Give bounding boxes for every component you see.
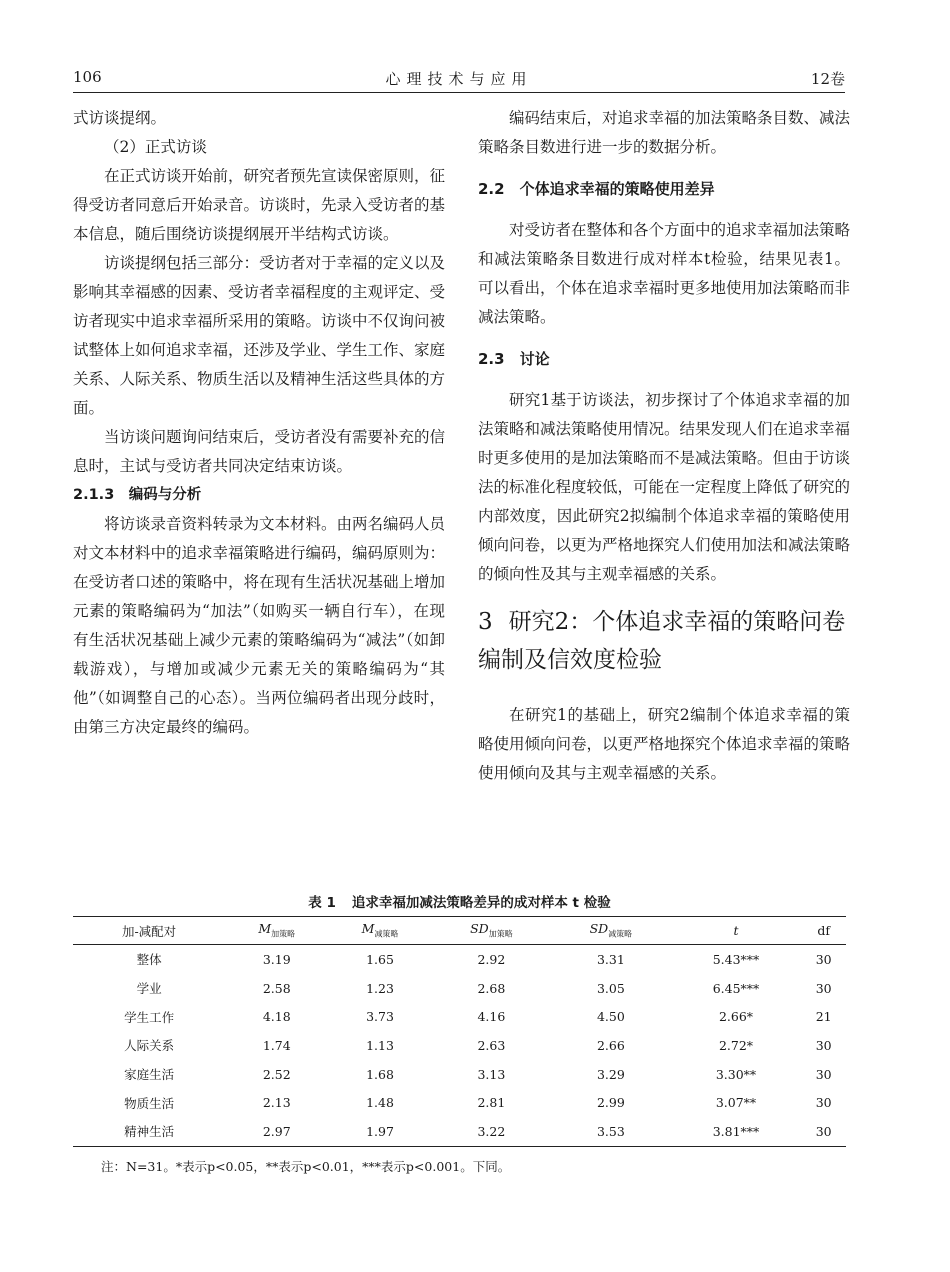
table-cell: 30 — [801, 1117, 846, 1146]
table-header-row — [73, 917, 846, 945]
table-cell: 3.53 — [551, 1117, 670, 1146]
paragraph: 访谈提纲包括三部分：受访者对于幸福的定义以及影响其幸福感的因素、受访者幸福程度的主观评定、受访者现实中追求幸福所采用的策略。访谈中不仅询问被试整体上如何追求幸福，还涉及学业、学生工作、家庭关系、人际关系、物质生活以及精神生活这些具体的方面。 — [73, 254, 446, 417]
page-number: 106 — [73, 68, 102, 86]
table-cell: 3.81*** — [671, 1117, 802, 1146]
table-cell: 30 — [815, 980, 832, 996]
table-row — [73, 974, 846, 1003]
header-pair: 加-减配对 — [73, 917, 225, 945]
table-cell: 1.68 — [366, 1066, 394, 1082]
table-cell: 1.23 — [366, 980, 394, 996]
table-cell: 3.13 — [477, 1066, 506, 1082]
section-heading-2-3: 2.3 讨论 — [478, 350, 550, 368]
table-cell: 2.68 — [477, 980, 506, 996]
table-cell: 30 — [815, 1037, 832, 1053]
paragraph: 将访谈录音资料转录为文本材料。由两名编码人员对文本材料中的追求幸福策略进行编码，编码原则为：在受访者口述的策略中，将在现有生活状况基础上增加元素的策略编码为“加法”（如购买一辆自行车），在现有生活状况基础上减少元素的策略编码为“减法”（如卸载游戏），与增加或减少元素无关的策略编码为“其他”（如调整自己的心态）。当两位编码者出现分歧时，由第三方决定最终的编码。 — [73, 515, 446, 736]
paragraph: 研究1基于访谈法，初步探讨了个体追求幸福的加法策略和减法策略使用情况。结果发现人们在追求幸福时更多使用的是加法策略而不是减法策略。但由于访谈法的标准化程度较低，可能在一定程度上降低了研究的内部效度，因此研究2拟编制个体追求幸福的策略使用倾向问卷，以更为严格地探究人们使用加法和减法策略的倾向性及其与主观幸福感的关系。 — [478, 391, 851, 583]
table-cell: 2.66* — [718, 1009, 754, 1025]
table-cell: 物质生活 — [124, 1095, 175, 1111]
table-row — [73, 945, 846, 974]
running-header — [73, 66, 845, 93]
table-cell: 2.97 — [225, 1117, 328, 1146]
table-row — [73, 1088, 846, 1117]
paragraph: 在研究1的基础上，研究2编制个体追求幸福的策略使用倾向问卷，以更严格地探究个体追求幸福的策略使用倾向及其与主观幸福感的关系。 — [478, 706, 851, 782]
table-cell: 3.22 — [432, 1117, 551, 1146]
section-title: 研究2：个体追求幸福的策略问卷编制及信效度检验 — [478, 609, 846, 673]
table-caption — [73, 890, 846, 916]
table-cell: 1.48 — [366, 1095, 394, 1111]
section-heading-2-1-3: 2.1.3 编码与分析 — [73, 487, 202, 503]
table-cell: 2.72* — [718, 1037, 754, 1053]
header-m-sub: $M_{减策略}$ — [328, 917, 431, 945]
volume-label: 12卷 — [810, 70, 845, 88]
paragraph: 式访谈提纲。 — [73, 109, 167, 127]
table-cell: 30 — [815, 1095, 832, 1111]
table-cell: 精神生活 — [73, 1117, 225, 1146]
table-cell: 2.66 — [596, 1037, 625, 1053]
table-cell: 3.31 — [596, 951, 625, 967]
table-cell: 整体 — [136, 952, 162, 968]
paragraph: 编码结束后，对追求幸福的加法策略条目数、减法策略条目数进行进一步的数据分析。 — [478, 109, 851, 156]
table-cell: 1.13 — [366, 1037, 394, 1053]
table-cell: 1.65 — [366, 951, 394, 967]
header-sd-add: $SD_{加策略}$ — [432, 917, 551, 945]
table-cell: 2.99 — [596, 1095, 625, 1111]
journal-title: 心理技术与应用 — [385, 70, 533, 88]
section-heading-3 — [478, 603, 850, 679]
table-cell: 3.29 — [596, 1066, 625, 1082]
paragraph: （2）正式访谈 — [104, 138, 207, 156]
table-row — [73, 1031, 846, 1060]
table-row — [73, 1002, 846, 1031]
table-cell: 1.74 — [262, 1037, 291, 1053]
table-cell: 学业 — [136, 981, 162, 997]
table-note: 注：N=31。*表示p<0.05，**表示p<0.01，***表示p<0.001。下同。 — [101, 1158, 511, 1174]
table-cell: 30 — [815, 1066, 832, 1082]
header-df: df — [801, 917, 846, 945]
table-label: 表 1 — [308, 895, 336, 911]
table-cell: 6.45*** — [712, 980, 760, 996]
section-heading-2-2: 2.2 个体追求幸福的策略使用差异 — [478, 180, 715, 198]
table-cell: 2.52 — [262, 1066, 291, 1082]
table-cell: 4.16 — [477, 1009, 506, 1025]
table-cell: 2.92 — [477, 951, 506, 967]
table-cell: 4.50 — [596, 1009, 625, 1025]
paragraph: 当访谈问题询问结束后，受访者没有需要补充的信息时，主试与受访者共同决定结束访谈。 — [73, 428, 446, 475]
table-cell: 5.43*** — [712, 951, 760, 967]
table-row — [73, 1117, 846, 1146]
table-cell: 2.63 — [477, 1037, 506, 1053]
table-title: 追求幸福加减法策略差异的成对样本 t 检验 — [351, 895, 611, 911]
header-m-add: $M_{加策略}$ — [225, 917, 328, 945]
table-cell: 3.73 — [366, 1009, 394, 1025]
table-cell: 4.18 — [262, 1009, 291, 1025]
results-table — [73, 916, 846, 1147]
table-cell: 3.07** — [715, 1095, 757, 1111]
left-column — [73, 104, 445, 742]
table-1 — [73, 890, 846, 1175]
table-cell: 2.58 — [262, 980, 291, 996]
table-cell: 3.05 — [596, 980, 625, 996]
header-sd-sub: $SD_{减策略}$ — [551, 917, 670, 945]
paragraph: 对受访者在整体和各个方面中的追求幸福加法策略和减法策略条目数进行成对样本t检验，结果见表1。可以看出，个体在追求幸福时更多地使用加法策略而非减法策略。 — [478, 221, 851, 326]
table-cell: 2.13 — [262, 1095, 291, 1111]
section-number: 3 — [478, 609, 493, 635]
header-t: t — [671, 917, 802, 945]
table-cell: 3.19 — [262, 951, 291, 967]
table-cell: 21 — [815, 1009, 832, 1025]
table-row — [73, 1060, 846, 1089]
table-cell: 学生工作 — [124, 1009, 175, 1025]
table-cell: 30 — [815, 951, 832, 967]
table-cell: 人际关系 — [124, 1038, 175, 1054]
table-cell: 家庭生活 — [124, 1067, 175, 1083]
right-column — [478, 104, 850, 788]
paragraph: 在正式访谈开始前，研究者预先宣读保密原则，征得受访者同意后开始录音。访谈时，先录入受访者的基本信息，随后围绕访谈提纲展开半结构式访谈。 — [73, 167, 446, 243]
table-cell: 3.30** — [715, 1066, 757, 1082]
table-cell: 2.81 — [477, 1095, 506, 1111]
table-cell: 1.97 — [328, 1117, 431, 1146]
